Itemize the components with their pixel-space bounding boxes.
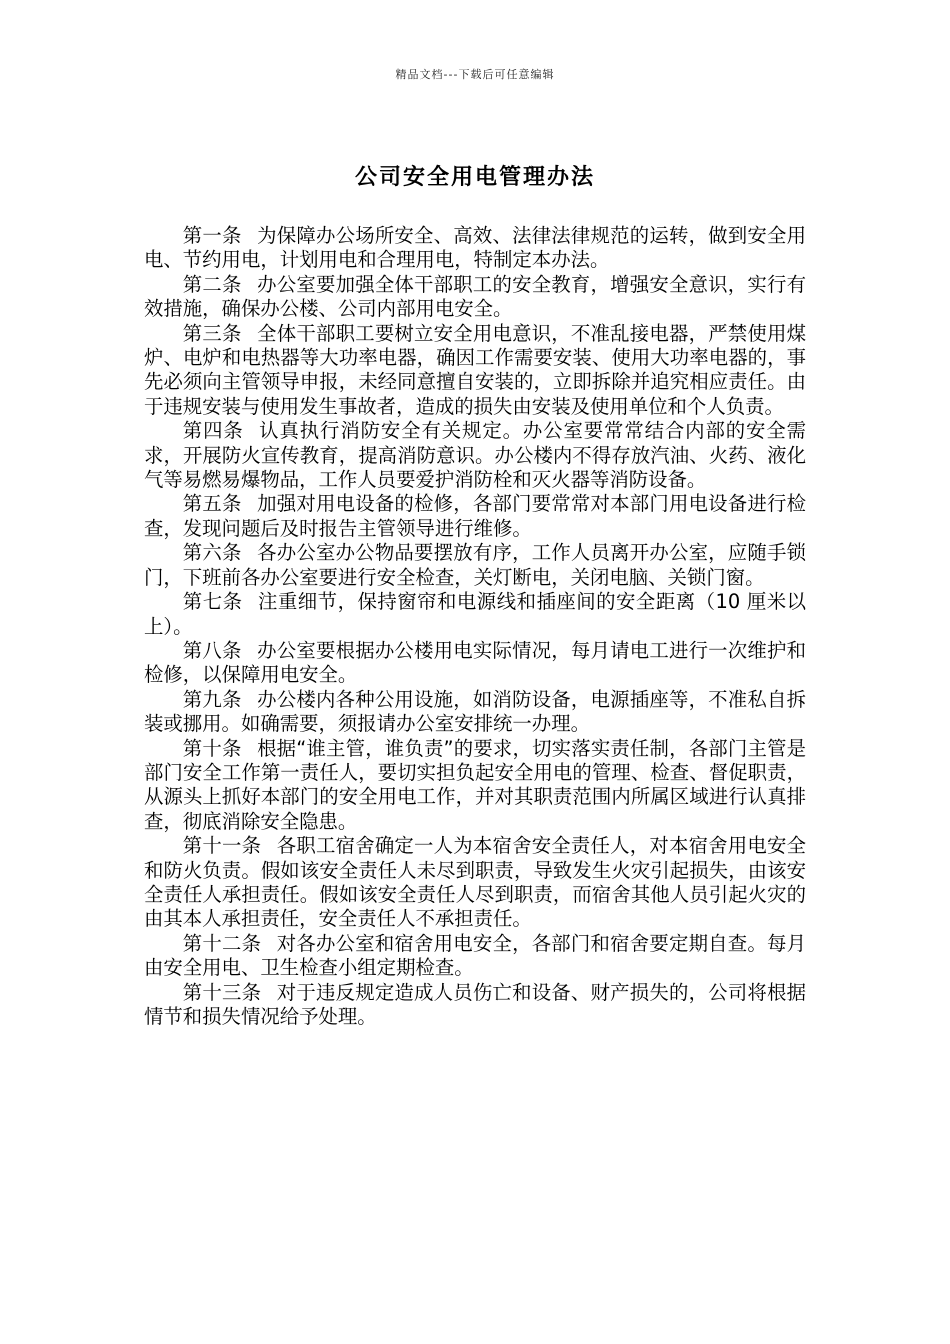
article-number: 第十三条: [182, 980, 262, 1004]
article-number: 第七条: [182, 590, 243, 614]
article-text: 加强对用电设备的检修，各部门要常常对本部门用电设备进行检查，发现问题后及时报告主管领导进行维修。: [144, 492, 807, 540]
article-number: 第一条: [182, 224, 242, 247]
article-text: 办公室要根据办公楼用电实际情况，每月请电工进行一次维护和检修，以保障用电安全。: [144, 638, 807, 687]
article-number: 第五条: [182, 492, 242, 516]
article-10: [144, 737, 806, 835]
article-text: 各办公室办公物品要摆放有序，工作人员离开办公室，应随手锁门，下班前各办公室要进行安全检查，关灯断电，关闭电脑、关锁门窗。: [144, 541, 807, 589]
article-number: 第三条: [182, 321, 242, 345]
article-12: [144, 932, 806, 981]
article-7: [144, 590, 806, 639]
document-title: 公司安全用电管理办法: [354, 164, 595, 190]
article-6: [144, 541, 806, 590]
article-text: 根据“谁主管，谁负责”的要求，切实落实责任制，各部门主管是部门安全工作第一责任人，要切实担负起安全用电的管理、检查、督促职责，从源头上抓好本部门的安全用电工作，并对其职责范围内所属区域进行认真排查，彻底消除安全隐患。: [144, 736, 807, 833]
article-number: 第六条: [182, 541, 242, 565]
header-note: 精品文档---下载后可任意编辑: [395, 68, 555, 81]
article-text: 办公楼内各种公用设施，如消防设备，电源插座等，不准私自拆装或挪用。如确需要，须报请办公室安排统一办理。: [144, 687, 807, 736]
article-text: 对各办公室和宿舍用电安全，各部门和宿舍要定期自查。每月由安全用电、卫生检查小组定期检查。: [144, 931, 807, 980]
article-text: 全体干部职工要树立安全用电意识，不准乱接电器，严禁使用煤炉、电炉和电热器等大功率电器，确因工作需要安装、使用大功率电器的，事先必须向主管领导申报，未经同意擅自安装的，立即拆除并追究相应责任。由于违规安装与使用发生事故者，造成的损失由安装及使用单位和个人负责。: [144, 321, 807, 418]
article-number: 第九条: [182, 687, 242, 711]
article-11: [144, 834, 806, 932]
article-text: 注重细节，保持窗帘和电源线和插座间的安全距离（10 厘米以上）。: [144, 590, 807, 638]
article-number: 第八条: [182, 638, 242, 662]
article-1: [144, 224, 806, 273]
article-text: 为保障办公场所安全、高效、法律法律规范的运转，做到安全用电、节约用电，计划用电和合理用电，特制定本办法。: [144, 224, 807, 272]
article-number: 第十二条: [182, 931, 262, 955]
article-text: 对于违反规定造成人员伤亡和设备、财产损失的，公司将根据情节和损失情况给予处理。: [144, 980, 807, 1028]
article-13: [144, 981, 806, 1030]
article-text: 各职工宿舍确定一人为本宿舍安全责任人，对本宿舍用电安全和防火负责。假如该安全责任人未尽到职责，导致发生火灾引起损失，由该安全责任人承担责任。假如该安全责任人尽到职责，而宿舍其他人员引起火灾的由其本人承担责任，安全责任人不承担责任。: [144, 834, 807, 931]
document-body: [144, 224, 806, 1029]
article-text: 认真执行消防安全有关规定。办公室要常常结合内部的安全需求，开展防火宣传教育，提高消防意识。办公楼内不得存放汽油、火药、液化气等易燃易爆物品，工作人员要爱护消防栓和灭火器等消防设备。: [144, 419, 806, 492]
article-3: [144, 322, 806, 420]
article-9: [144, 688, 806, 737]
article-number: 第二条: [182, 272, 242, 296]
article-5: [144, 492, 806, 541]
article-text: 办公室要加强全体干部职工的安全教育，增强安全意识，实行有效措施，确保办公楼、公司内部用电安全。: [144, 272, 807, 321]
article-number: 第四条: [182, 419, 244, 443]
article-2: [144, 273, 806, 322]
article-number: 第十一条: [182, 834, 262, 858]
article-number: 第十条: [182, 736, 242, 760]
article-8: [144, 639, 806, 688]
article-4: [144, 419, 806, 492]
